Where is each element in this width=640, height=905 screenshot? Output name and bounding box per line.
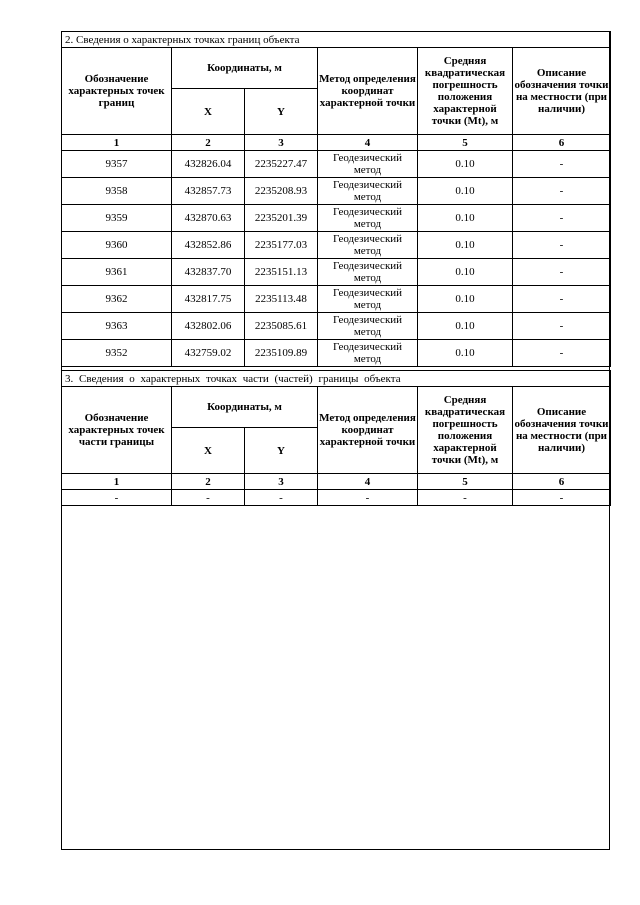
coord-y: 2235109.89 [245,340,318,367]
boundary-points-table [61,31,611,367]
mt: 0.10 [418,151,513,178]
point-id: 9362 [62,286,172,313]
header-coordinates: Координаты, м [172,48,318,89]
description: - [513,205,611,232]
header-error: Средняя квадратическая погрешность положения характерной точки (Mt), м [418,387,513,474]
table-row [62,313,611,340]
description: - [513,313,611,340]
coord-x: 432870.63 [172,205,245,232]
col-number: 1 [62,135,172,151]
col-number: 4 [318,135,418,151]
col-number: 4 [318,474,418,490]
point-id: 9359 [62,205,172,232]
coord-x: 432759.02 [172,340,245,367]
header-description: Описание обозначения точки на местности (при наличии) [513,387,611,474]
description: - [513,151,611,178]
coord-x: 432852.86 [172,232,245,259]
coord-y: 2235201.39 [245,205,318,232]
method: Геодезический метод [318,259,418,286]
coord-y: 2235227.47 [245,151,318,178]
header-y: Y [245,89,318,135]
point-id: 9357 [62,151,172,178]
section-2-title: 2. Сведения о характерных точках границ объекта [62,32,611,48]
header-method: Метод определения координат характерной точки [318,48,418,135]
table-row [62,232,611,259]
point-id: - [62,490,172,506]
header-method: Метод определения координат характерной точки [318,387,418,474]
col-number: 5 [418,135,513,151]
coord-y: - [245,490,318,506]
description: - [513,232,611,259]
coord-x: 432817.75 [172,286,245,313]
method: - [318,490,418,506]
mt: 0.10 [418,259,513,286]
coord-y: 2235113.48 [245,286,318,313]
method: Геодезический метод [318,205,418,232]
header-coordinates: Координаты, м [172,387,318,428]
description: - [513,286,611,313]
col-number: 3 [245,474,318,490]
col-number: 2 [172,474,245,490]
method: Геодезический метод [318,232,418,259]
header-x: X [172,89,245,135]
col-number: 6 [513,474,611,490]
header-designation: Обозначение характерных точек границ [62,48,172,135]
point-id: 9358 [62,178,172,205]
col-number: 2 [172,135,245,151]
point-id: 9360 [62,232,172,259]
mt: 0.10 [418,286,513,313]
coord-y: 2235208.93 [245,178,318,205]
col-number: 5 [418,474,513,490]
col-number: 6 [513,135,611,151]
mt: 0.10 [418,313,513,340]
coord-x: - [172,490,245,506]
mt: 0.10 [418,178,513,205]
header-designation: Обозначение характерных точек части границы [62,387,172,474]
table-row [62,205,611,232]
coord-y: 2235151.13 [245,259,318,286]
point-id: 9361 [62,259,172,286]
boundary-part-points-table [61,370,611,506]
description: - [513,340,611,367]
method: Геодезический метод [318,313,418,340]
header-x: X [172,428,245,474]
coord-y: 2235177.03 [245,232,318,259]
method: Геодезический метод [318,340,418,367]
mt: 0.10 [418,232,513,259]
mt: 0.10 [418,340,513,367]
table-row [62,259,611,286]
description: - [513,259,611,286]
method: Геодезический метод [318,286,418,313]
point-id: 9352 [62,340,172,367]
coord-y: 2235085.61 [245,313,318,340]
coord-x: 432837.70 [172,259,245,286]
col-number: 3 [245,135,318,151]
method: Геодезический метод [318,151,418,178]
coord-x: 432826.04 [172,151,245,178]
coord-x: 432857.73 [172,178,245,205]
mt: - [418,490,513,506]
table-row [62,490,611,506]
description: - [513,178,611,205]
mt: 0.10 [418,205,513,232]
coord-x: 432802.06 [172,313,245,340]
description: - [513,490,611,506]
table-row [62,286,611,313]
header-error: Средняя квадратическая погрешность положения характерной точки (Mt), м [418,48,513,135]
method: Геодезический метод [318,178,418,205]
point-id: 9363 [62,313,172,340]
col-number: 1 [62,474,172,490]
table-row [62,340,611,367]
document-frame [61,31,610,850]
section-3-title: 3. Сведения о характерных точках части (частей) границы объекта [62,371,611,387]
header-y: Y [245,428,318,474]
table-row [62,178,611,205]
table-row [62,151,611,178]
header-description: Описание обозначения точки на местности (при наличии) [513,48,611,135]
